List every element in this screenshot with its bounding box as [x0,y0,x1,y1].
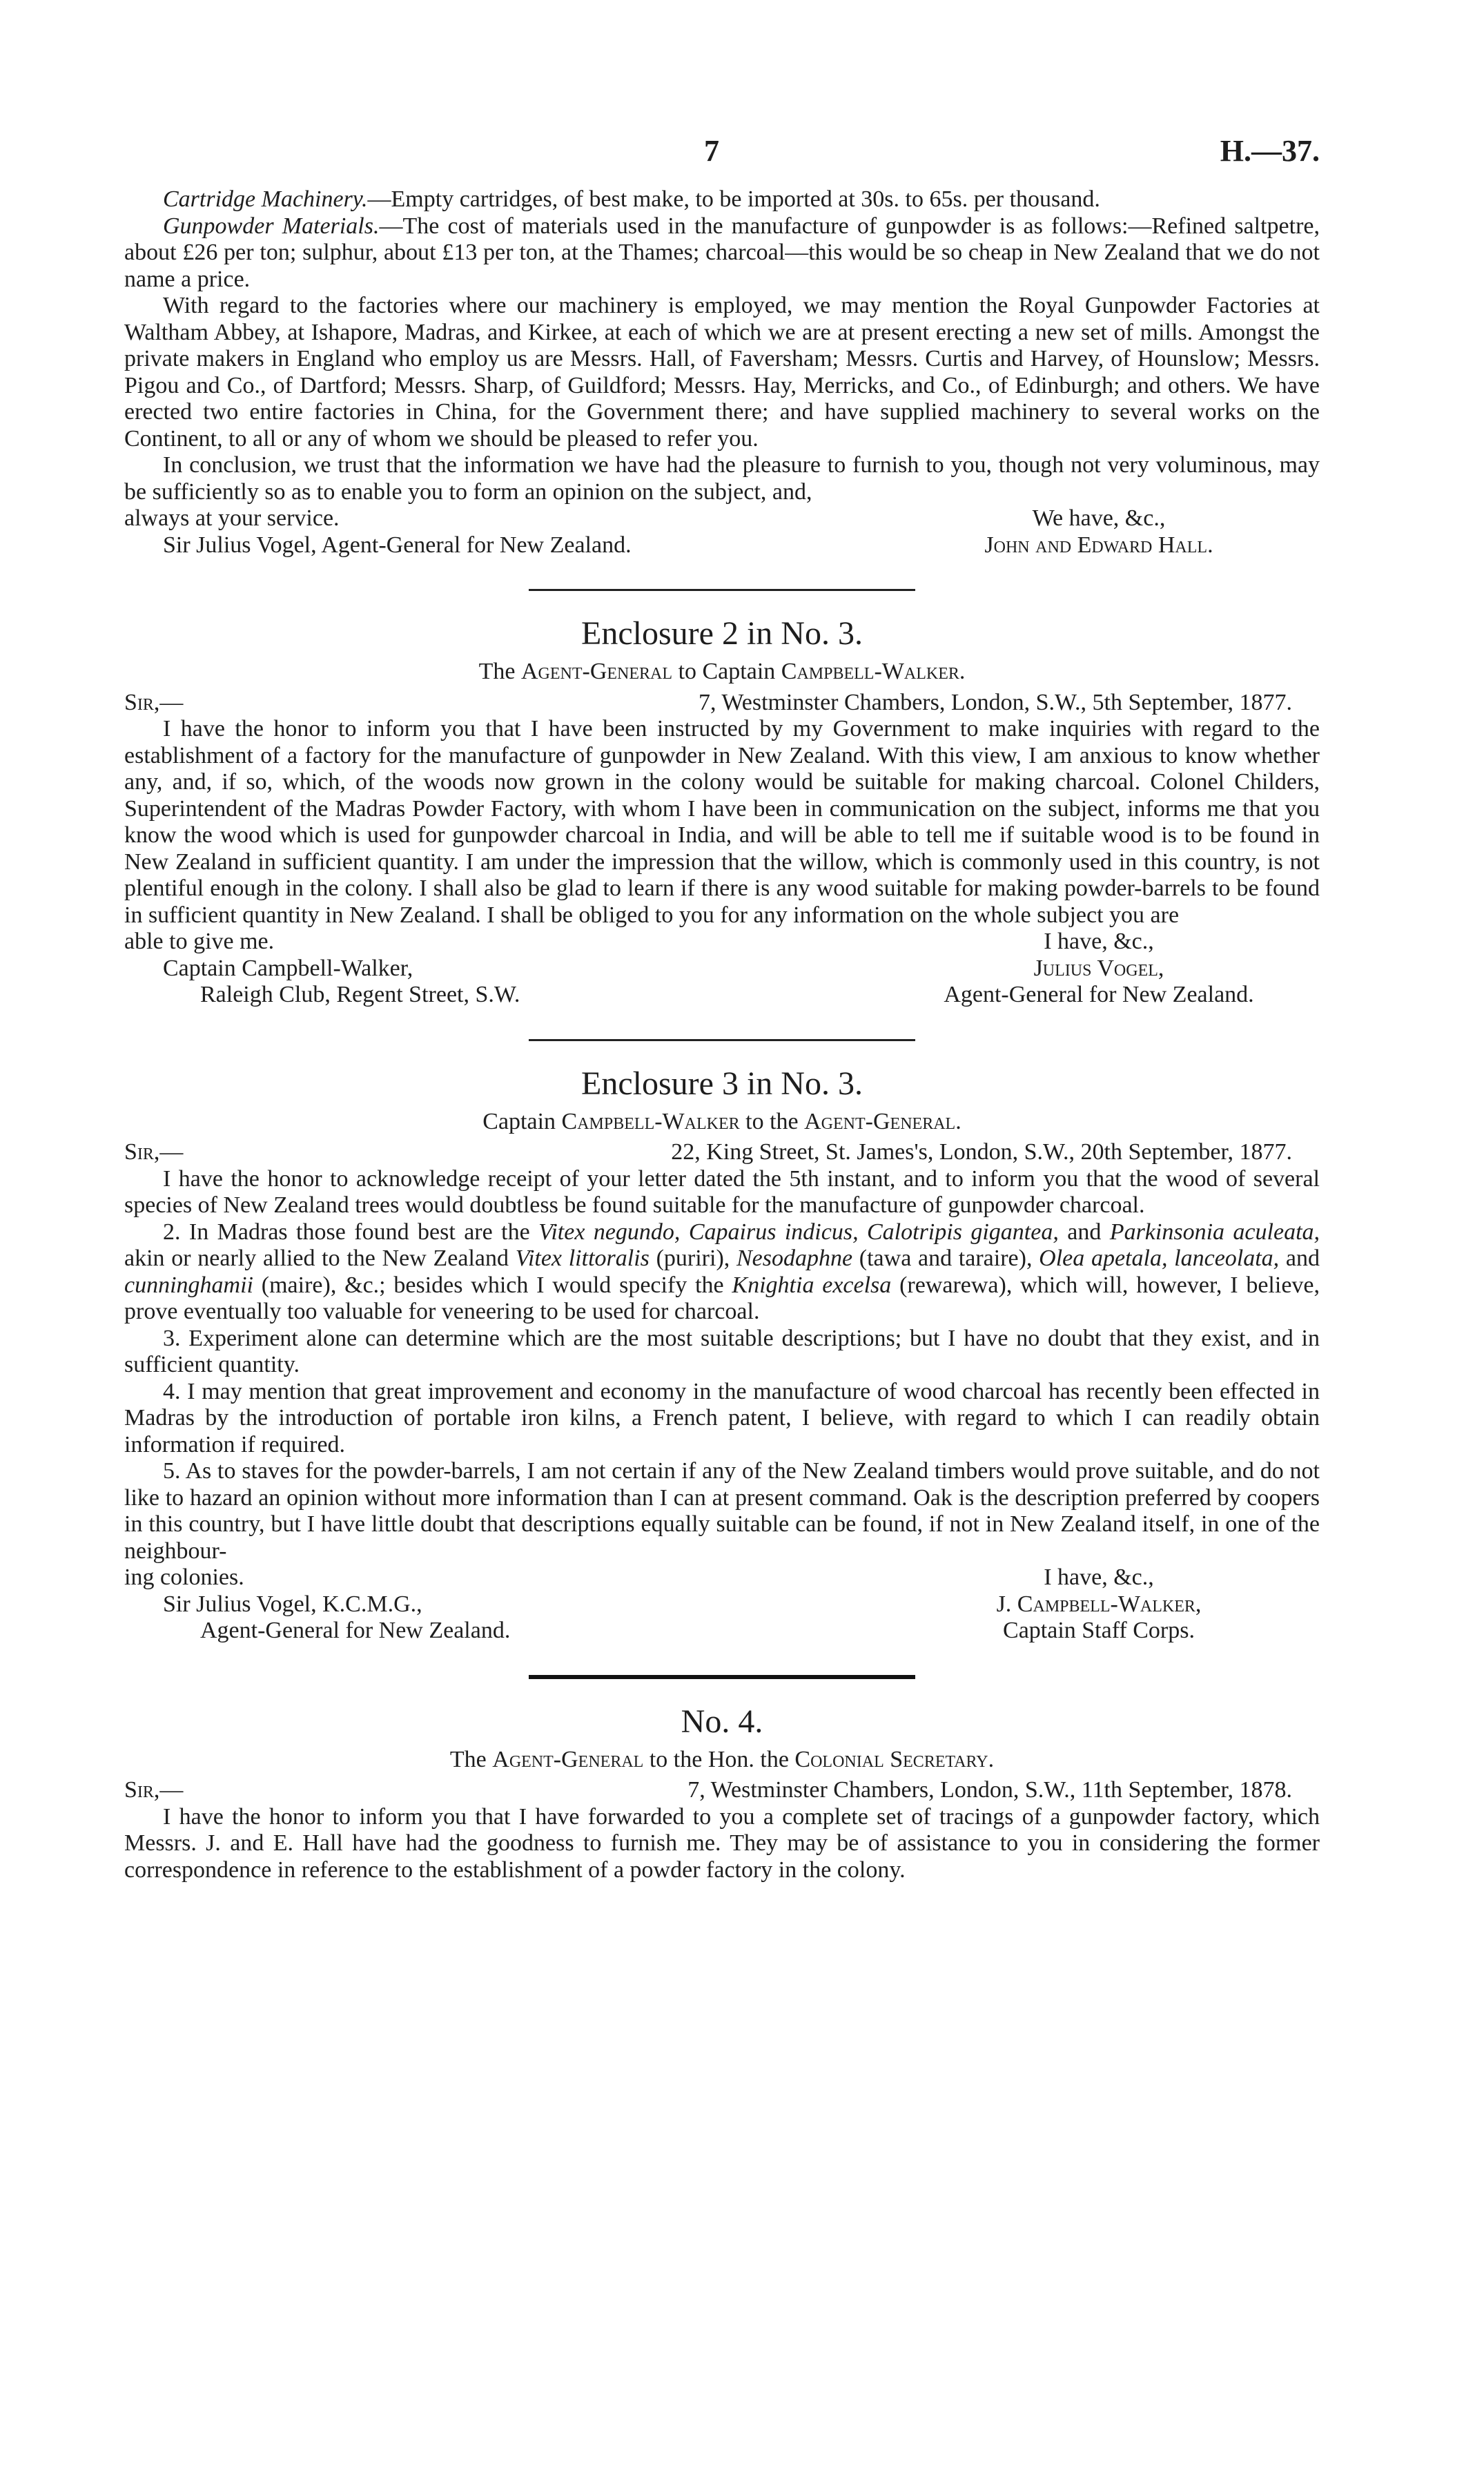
paragraph-gunpowder-materials: Gunpowder Materials.—The cost of materials used in the manufacture of gunpowder is as follows:—Refined saltpetre, about £26 per ton; sulphur, about £13 per ton, at the Thames; charcoal—this would be so cheap in New Zealand that we do not name a price. [124,213,1320,292]
paragraph-cartridge-machinery: Cartridge Machinery.—Empty cartridges, of best make, to be imported at 30s. to 65s. per thousand. [163,186,1100,212]
salutation: Sir,— [124,1777,184,1803]
letter-body: I have the honor to inform you that I have forwarded to you a complete set of tracings of a gunpowder factory, which Messrs. J. and E. Hall have had the goodness to furnish me. They may be of assistance to you in considering the former correspondence in reference to the establishment of a powder factory in the colony. [124,1803,1320,1883]
section-divider [529,589,915,591]
paragraph-factories: With regard to the factories where our machinery is employed, we may mention the Royal Gunpowder Factories at Waltham Abbey, at Ishapore, Madras, and Kirkee, at each of which we are at present erecting a new set of mills. Amongst the private makers in England who employ us are Messrs. Hall, of Faversham; Messrs. Curtis and Harvey, of Hounslow; Messrs. Pigou and Co., of Dartford; Messrs. Sharp, of Guildford; Messrs. Hay, Merricks, and Co., of Edinburgh; and others. We have erected two entire factories in China, for the Government there; and have supplied machinery to several works on the Continent, to all or any of whom we should be pleased to refer you. [124,293,1320,452]
sender-address: 7, Westminster Chambers, London, S.W., 11th September, 1878. [687,1777,1292,1803]
signature-row [124,532,1320,559]
enclosure-2 [124,614,1320,1009]
paragraph-heading: Gunpowder Materials. [163,213,380,239]
page-number: 7 [704,134,719,168]
sender-address: 7, Westminster Chambers, London, S.W., 5th September, 1877. [699,689,1292,715]
sender-address: 22, King Street, St. James's, London, S.W., 20th September, 1877. [671,1139,1292,1165]
section-title: No. 4. [681,1703,763,1740]
paragraph-conclusion: In conclusion, we trust that the information we have had the pleasure to furnish to you, though not very voluminous, may be sufficiently so as to enable you to form an opinion on the subject, and, [124,452,1320,505]
salutation: Sir,— [124,689,184,715]
addressee: Sir Julius Vogel, K.C.M.G., [163,1591,422,1617]
addressee: Captain Campbell-Walker, [163,955,413,981]
paragraph-heading: Cartridge Machinery. [163,186,368,212]
letter-no-4 [124,1703,1320,1884]
letter-hall-continued [124,186,1320,559]
signatory-title: Agent-General for New Zealand. [944,982,1254,1007]
paragraph-4: 4. I may mention that great improvement and economy in the manufacture of wood charcoal has recently been effected in Madras by the introduction of portable iron kilns, a French patent, I believe, with regard to which I can readily obtain information if required. [124,1378,1320,1457]
closing-text: always at your service. [124,505,340,531]
section-subtitle: Captain Campbell-Walker to the Agent-General. [482,1108,961,1134]
salutation-row [124,1139,1320,1166]
signature-row [124,1591,1320,1618]
section-divider [529,1039,915,1041]
salutation: Sir,— [124,1139,184,1165]
page-header [124,134,1320,186]
addressee-address: Raleigh Club, Regent Street, S.W. [200,982,520,1007]
paragraph-3: 3. Experiment alone can determine which are the most suitable descriptions; but I have no doubt that they exist, and in sufficient quantity. [124,1325,1320,1377]
closing-row [124,505,1320,532]
letter-body: I have the honor to inform you that I have been instructed by my Government to make inquiries with regard to the establishment of a factory for the manufacture of gunpowder in New Zealand. With this view, I am anxious to know whether any, and, if so, which, of the woods now grown in the colony would be suitable for making charcoal. Colonel Childers, Superintendent of the Madras Powder Factory, with whom I have been in communication on the subject, informs me that you know the wood which is used for gunpowder charcoal in India, and will be able to tell me if suitable wood is to be found in New Zealand in sufficient quantity. I am under the impression that the willow, which is commonly used in this country, is not plentiful enough in the colony. I shall also be glad to learn if there is any wood suitable for making powder-barrels to be found in sufficient quantity in New Zealand. I shall be obliged to you for any information on the whole subject you are [124,716,1320,928]
signature-row [124,982,1320,1009]
signatory: Julius Vogel, [1033,955,1164,981]
signature-row [124,1618,1320,1645]
closing-text: able to give me. [124,929,275,954]
section-divider-heavy [529,1675,915,1679]
closing-formula: I have, &c., [1044,929,1154,954]
section-title: Enclosure 3 in No. 3. [581,1065,863,1102]
closing-row [124,929,1320,956]
enclosure-3 [124,1065,1320,1645]
closing-row [124,1564,1320,1591]
section-title: Enclosure 2 in No. 3. [581,615,863,652]
closing-text: ing colonies. [124,1564,244,1590]
paragraph-1: I have the honor to acknowledge receipt of your letter dated the 5th instant, and to inform you that the wood of several species of New Zealand trees would doubtless be found suitable for the manufacture of gunpowder charcoal. [124,1165,1320,1218]
addressee: Sir Julius Vogel, Agent-General for New Zealand. [163,532,632,558]
section-subtitle: The Agent-General to the Hon. the Colonial Secretary. [449,1746,995,1772]
addressee-title: Agent-General for New Zealand. [200,1618,511,1643]
salutation-row [124,690,1320,717]
signatory-title: Captain Staff Corps. [1003,1618,1195,1643]
salutation-row [124,1777,1320,1804]
closing-formula: I have, &c., [1044,1564,1154,1590]
document-reference: H.—37. [1220,134,1320,168]
signatory: John and Edward Hall. [984,532,1213,558]
signatory: J. Campbell-Walker, [996,1591,1202,1617]
signature-row [124,956,1320,982]
paragraph-2: 2. In Madras those found best are the Vitex negundo, Capairus indicus, Calotripis gigantea, and Parkinsonia aculeata, akin or nearly allied to the New Zealand Vitex littoralis (puriri), Nesodaphne (tawa and taraire), Olea apetala, lanceolata, and cunninghamii (maire), &c.; besides which I would specify the Knightia excelsa (rewarewa), which will, however, I believe, prove eventually too valuable for veneering to be used for charcoal. [124,1219,1320,1324]
section-subtitle: The Agent-General to Captain Campbell-Walker. [478,659,966,684]
closing-formula: We have, &c., [1032,505,1166,531]
paragraph-5: 5. As to staves for the powder-barrels, I am not certain if any of the New Zealand timbers would prove suitable, and do not like to hazard an opinion without more information than I can at present command. Oak is the description preferred by coopers in this country, but I have little doubt that descriptions equally suitable can be found, if not in New Zealand itself, in one of the neighbour- [124,1458,1320,1564]
